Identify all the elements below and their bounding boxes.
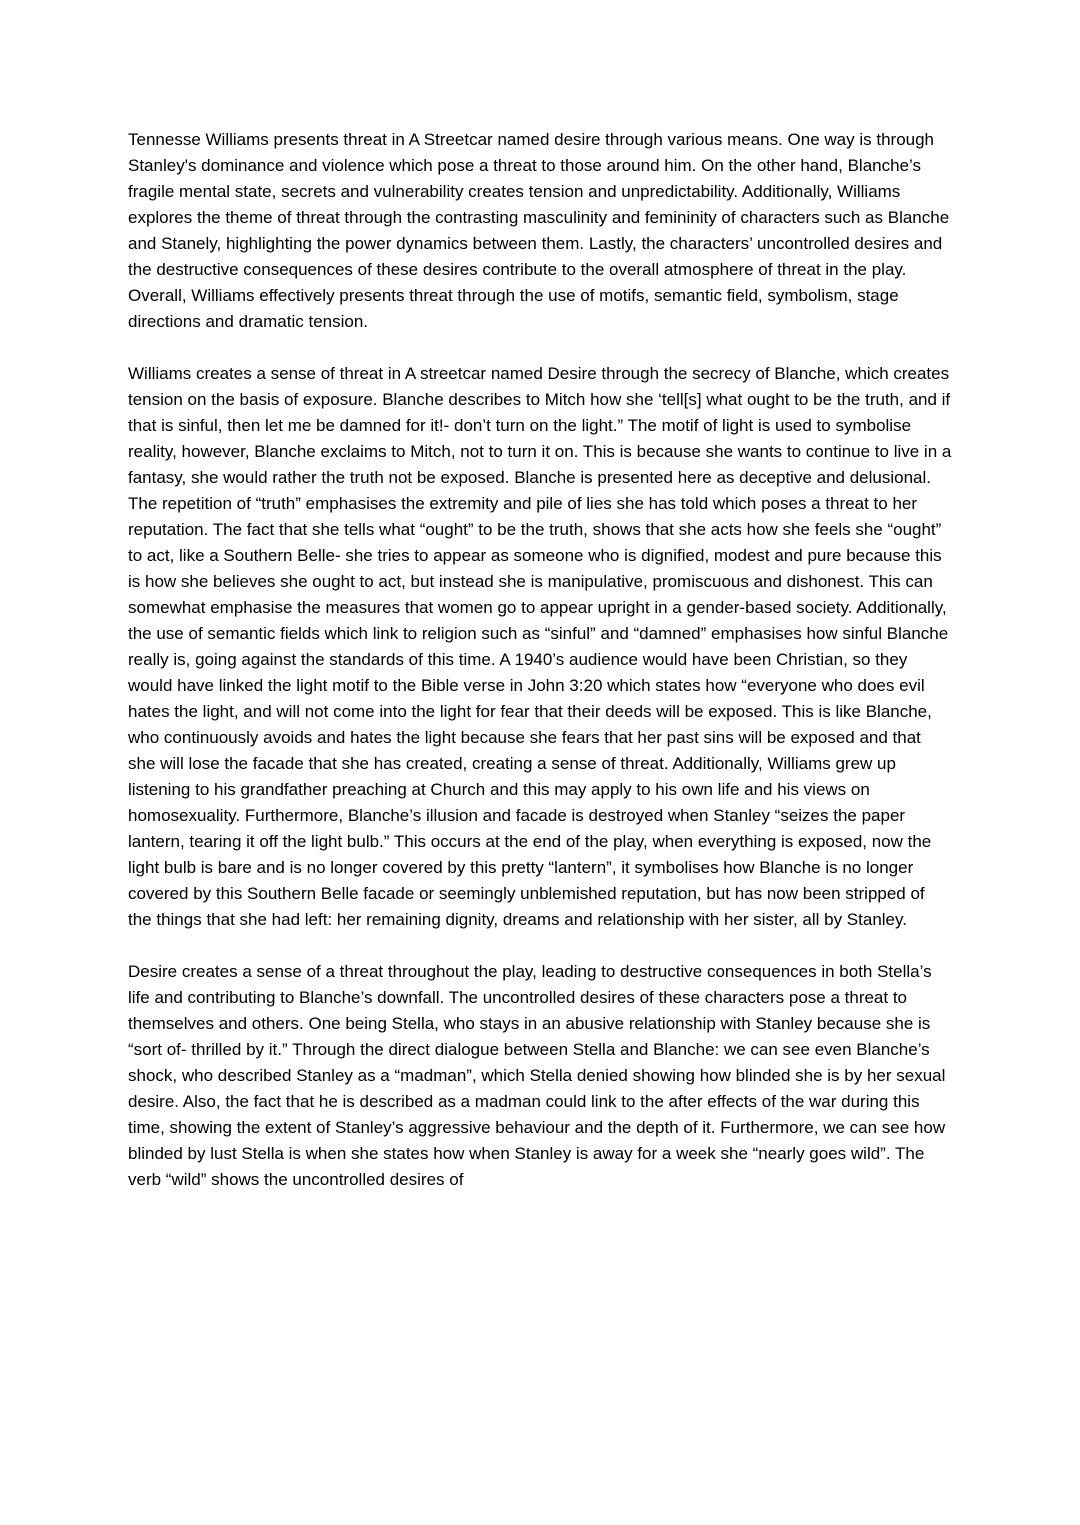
essay-paragraph-secrecy-light-motif: Williams creates a sense of threat in A streetcar named Desire through the secrecy of Blanche, which creates tension on the basis of exposure. Blanche describes to Mitch how she ‘tell[s] what ought to be the truth, and if that is sinful, then let me be damned for it!- don’t turn on the light.” The motif of light is used to symbolise reality, however, Blanche exclaims to Mitch, not to turn it on. This is because she wants to continue to live in a fantasy, she would rather the truth not be exposed. Blanche is presented here as deceptive and delusional. The repetition of “truth” emphasises the extremity and pile of lies she has told which poses a threat to her reputation. The fact that she tells what “ought” to be the truth, shows that she acts how she feels she “ought” to act, like a Southern Belle- she tries to appear as someone who is dignified, modest and pure because this is how she believes she ought to act, but instead she is manipulative, promiscuous and dishonest. This can somewhat emphasise the measures that women go to appear upright in a gender-based society. Additionally, the use of semantic fields which link to religion such as “sinful” and “damned” emphasises how sinful Blanche really is, going against the standards of this time. A 1940’s audience would have been Christian, so they would have linked the light motif to the Bible verse in John 3:20 which states how “everyone who does evil hates the light, and will not come into the light for fear that their deeds will be exposed. This is like Blanche, who continuously avoids and hates the light because she fears that her past sins will be exposed and that she will lose the facade that she has created, creating a sense of threat. Additionally, Williams grew up listening to his grandfather preaching at Church and this may apply to his own life and his views on homosexuality. Furthermore, Blanche’s illusion and facade is destroyed when Stanley “seizes the paper lantern, tearing it off the light bulb.” This occurs at the end of the play, when everything is exposed, now the light bulb is bare and is no longer covered by this pretty “lantern”, it symbolises how Blanche is no longer covered by this Southern Belle facade or seemingly unblemished reputation, but has now been stripped of the things that she had left: her remaining dignity, dreams and relationship with her sister, all by Stanley. [128,364,952,929]
essay-paragraph-intro: Tennesse Williams presents threat in A Streetcar named desire through various means. One way is through Stanley's dominance and violence which pose a threat to those around him. On the other hand, Blanche’s fragile mental state, secrets and vulnerability creates tension and unpredictability. Additionally, Williams explores the theme of threat through the contrasting masculinity and femininity of characters such as Blanche and Stanely, highlighting the power dynamics between them. Lastly, the characters’ uncontrolled desires and the destructive consequences of these desires contribute to the overall atmosphere of threat in the play. Overall, Williams effectively presents threat through the use of motifs, semantic field, symbolism, stage directions and dramatic tension. [128,130,950,331]
essay-paragraph-desire-consequences: Desire creates a sense of a threat throughout the play, leading to destructive consequences in both Stella’s life and contributing to Blanche’s downfall. The uncontrolled desires of these characters pose a threat to themselves and others. One being Stella, who stays in an abusive relationship with Stanley because she is “sort of- thrilled by it.” Through the direct dialogue between Stella and Blanche: we can see even Blanche’s shock, who described Stanley as a “madman”, which Stella denied showing how blinded she is by her sexual desire. Also, the fact that he is described as a madman could link to the after effects of the war during this time, showing the extent of Stanley’s aggressive behaviour and the depth of it. Furthermore, we can see how blinded by lust Stella is when she states how when Stanley is away for a week she “nearly goes wild”. The verb “wild” shows the uncontrolled desires of [128,962,946,1189]
essay-text-block [128,127,952,1219]
